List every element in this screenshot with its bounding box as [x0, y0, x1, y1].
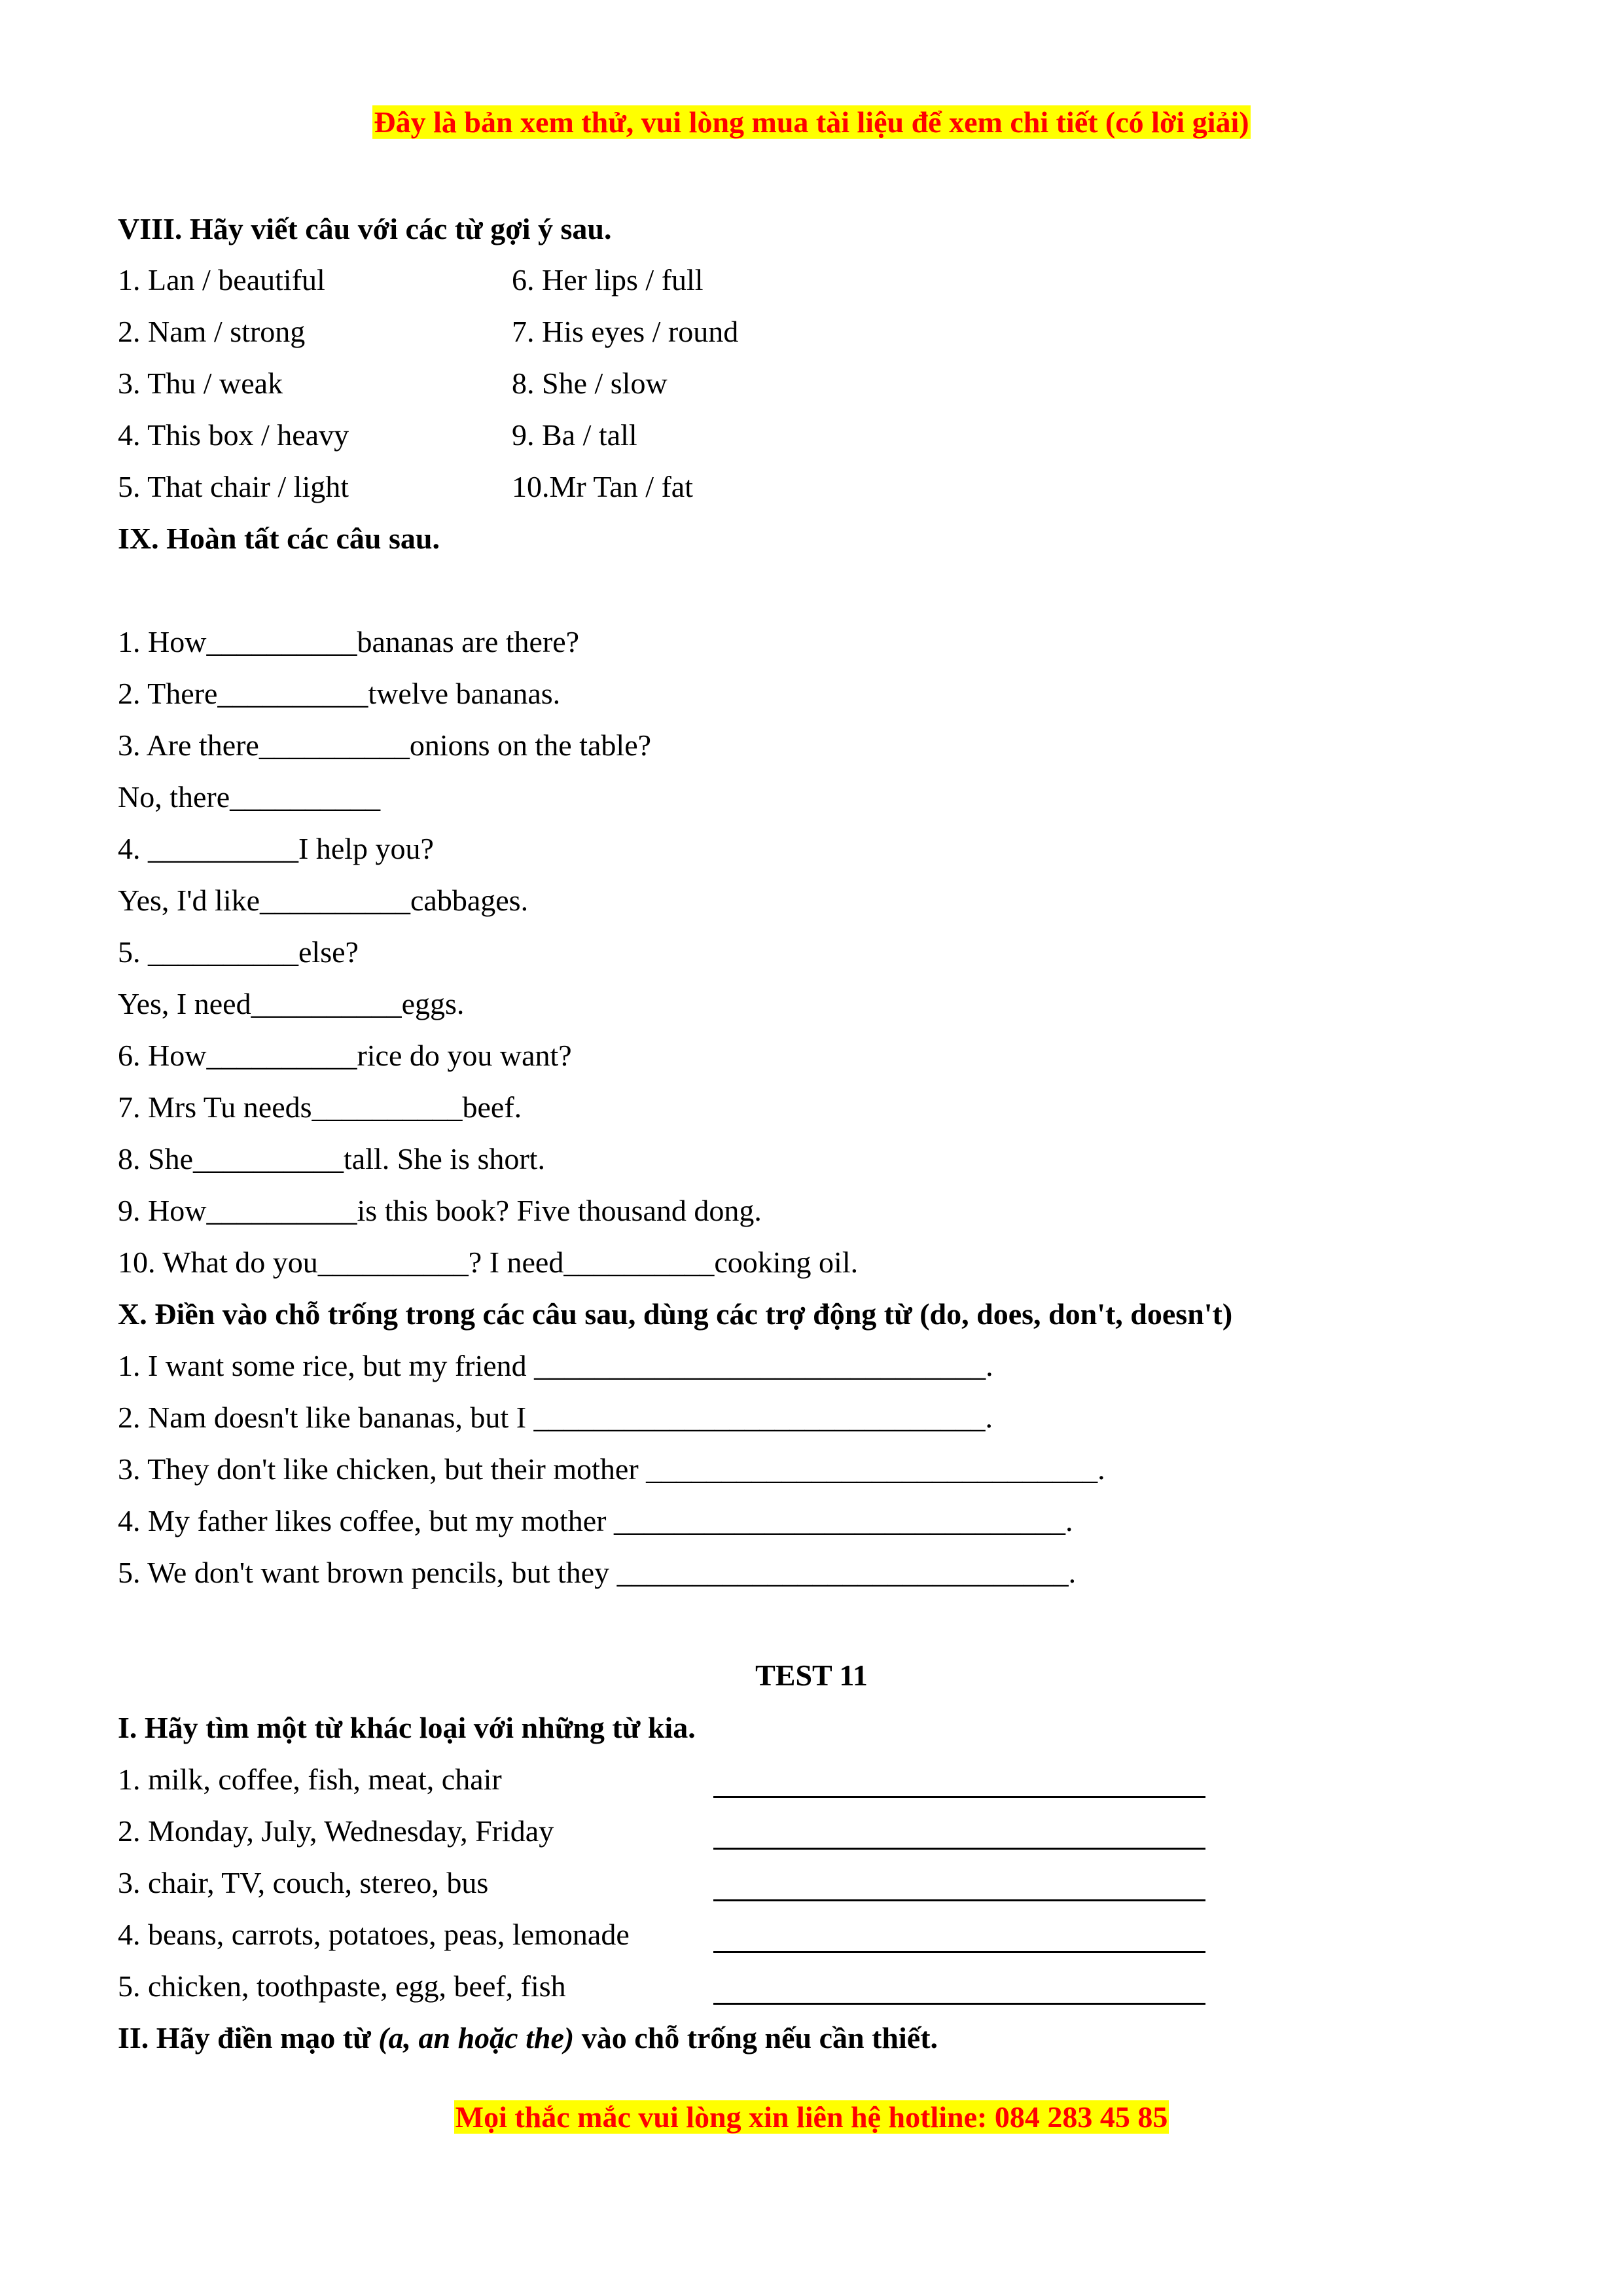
section-ix-title: IX. Hoàn tất các câu sau.: [118, 522, 440, 555]
ix-line-10: 10. What do you__________? I need__________cooking oil.: [118, 1246, 859, 1279]
ix-line-1: 1. How__________bananas are there?: [118, 625, 580, 658]
ix-line-4b: Yes, I'd like__________cabbages.: [118, 884, 529, 917]
i-item-4: 4. beans, carrots, potatoes, peas, lemonade: [118, 1918, 630, 1951]
ix-line-6: 6. How__________rice do you want?: [118, 1039, 572, 1072]
test-title: TEST 11: [755, 1659, 868, 1692]
i-item-1: 1. milk, coffee, fish, meat, chair: [118, 1763, 502, 1796]
ix-line-7: 7. Mrs Tu needs__________beef.: [118, 1090, 522, 1124]
ix-line-8: 8. She__________tall. She is short.: [118, 1142, 545, 1175]
viii-item-10: 10.Mr Tan / fat: [512, 470, 693, 503]
i-item-3: 3. chair, TV, couch, stereo, bus: [118, 1866, 489, 1899]
ix-line-9: 9. How__________is this book? Five thousand dong.: [118, 1194, 762, 1227]
i-item-2: 2. Monday, July, Wednesday, Friday: [118, 1814, 554, 1848]
viii-item-7: 7. His eyes / round: [512, 315, 739, 348]
preview-banner: [0, 105, 1623, 139]
answer-blank-5: [713, 2003, 1205, 2005]
i-item-5: 5. chicken, toothpaste, egg, beef, fish: [118, 1969, 566, 2003]
section-viii-title: VIII. Hãy viết câu với các từ gợi ý sau.: [118, 212, 612, 245]
section-x-title: X. Điền vào chỗ trống trong các câu sau, dùng các trợ động từ (do, does, don't, doesn't): [118, 1297, 1233, 1331]
viii-item-6: 6. Her lips / full: [512, 263, 704, 296]
section-ii-title: [118, 2020, 938, 2056]
answer-blank-4: [713, 1951, 1205, 1953]
hotline-banner: [0, 2100, 1623, 2134]
answer-blank-1: [713, 1796, 1205, 1798]
ix-line-3: 3. Are there__________onions on the table?: [118, 728, 652, 762]
viii-item-9: 9. Ba / tall: [512, 418, 637, 452]
x-line-5: 5. We don't want brown pencils, but they ______________________________.: [118, 1556, 1077, 1589]
ix-line-2: 2. There__________twelve bananas.: [118, 677, 561, 710]
viii-item-8: 8. She / slow: [512, 367, 668, 400]
viii-item-5: 5. That chair / light: [118, 470, 349, 503]
section-i-title: I. Hãy tìm một từ khác loại với những từ kia.: [118, 1711, 696, 1744]
ix-line-4: 4. __________I help you?: [118, 832, 434, 865]
viii-item-1: 1. Lan / beautiful: [118, 263, 325, 296]
ix-line-5b: Yes, I need__________eggs.: [118, 987, 465, 1020]
viii-item-3: 3. Thu / weak: [118, 367, 283, 400]
x-line-2: 2. Nam doesn't like bananas, but I ______________________________.: [118, 1401, 993, 1434]
x-line-4: 4. My father likes coffee, but my mother ______________________________.: [118, 1504, 1073, 1537]
ix-line-5: 5. __________else?: [118, 935, 359, 969]
section-ii-title-start: II. Hãy điền mạo từ: [118, 2021, 379, 2054]
section-ii-title-end: vào chỗ trống nếu cần thiết.: [574, 2021, 938, 2054]
ix-line-3b: No, there__________: [118, 780, 381, 814]
x-line-1: 1. I want some rice, but my friend ______________________________.: [118, 1349, 993, 1382]
answer-blank-2: [713, 1848, 1205, 1850]
answer-blank-3: [713, 1899, 1205, 1901]
x-line-3: 3. They don't like chicken, but their mother ______________________________.: [118, 1452, 1105, 1486]
section-ii-title-italic: (a, an hoặc the): [378, 2021, 575, 2054]
viii-item-2: 2. Nam / strong: [118, 315, 306, 348]
hotline-banner-text: Mọi thắc mắc vui lòng xin liên hệ hotline: 084 283 45 85: [455, 2100, 1168, 2134]
viii-item-4: 4. This box / heavy: [118, 418, 349, 452]
preview-banner-text: Đây là bản xem thử, vui lòng mua tài liệu để xem chi tiết (có lời giải): [374, 105, 1249, 139]
